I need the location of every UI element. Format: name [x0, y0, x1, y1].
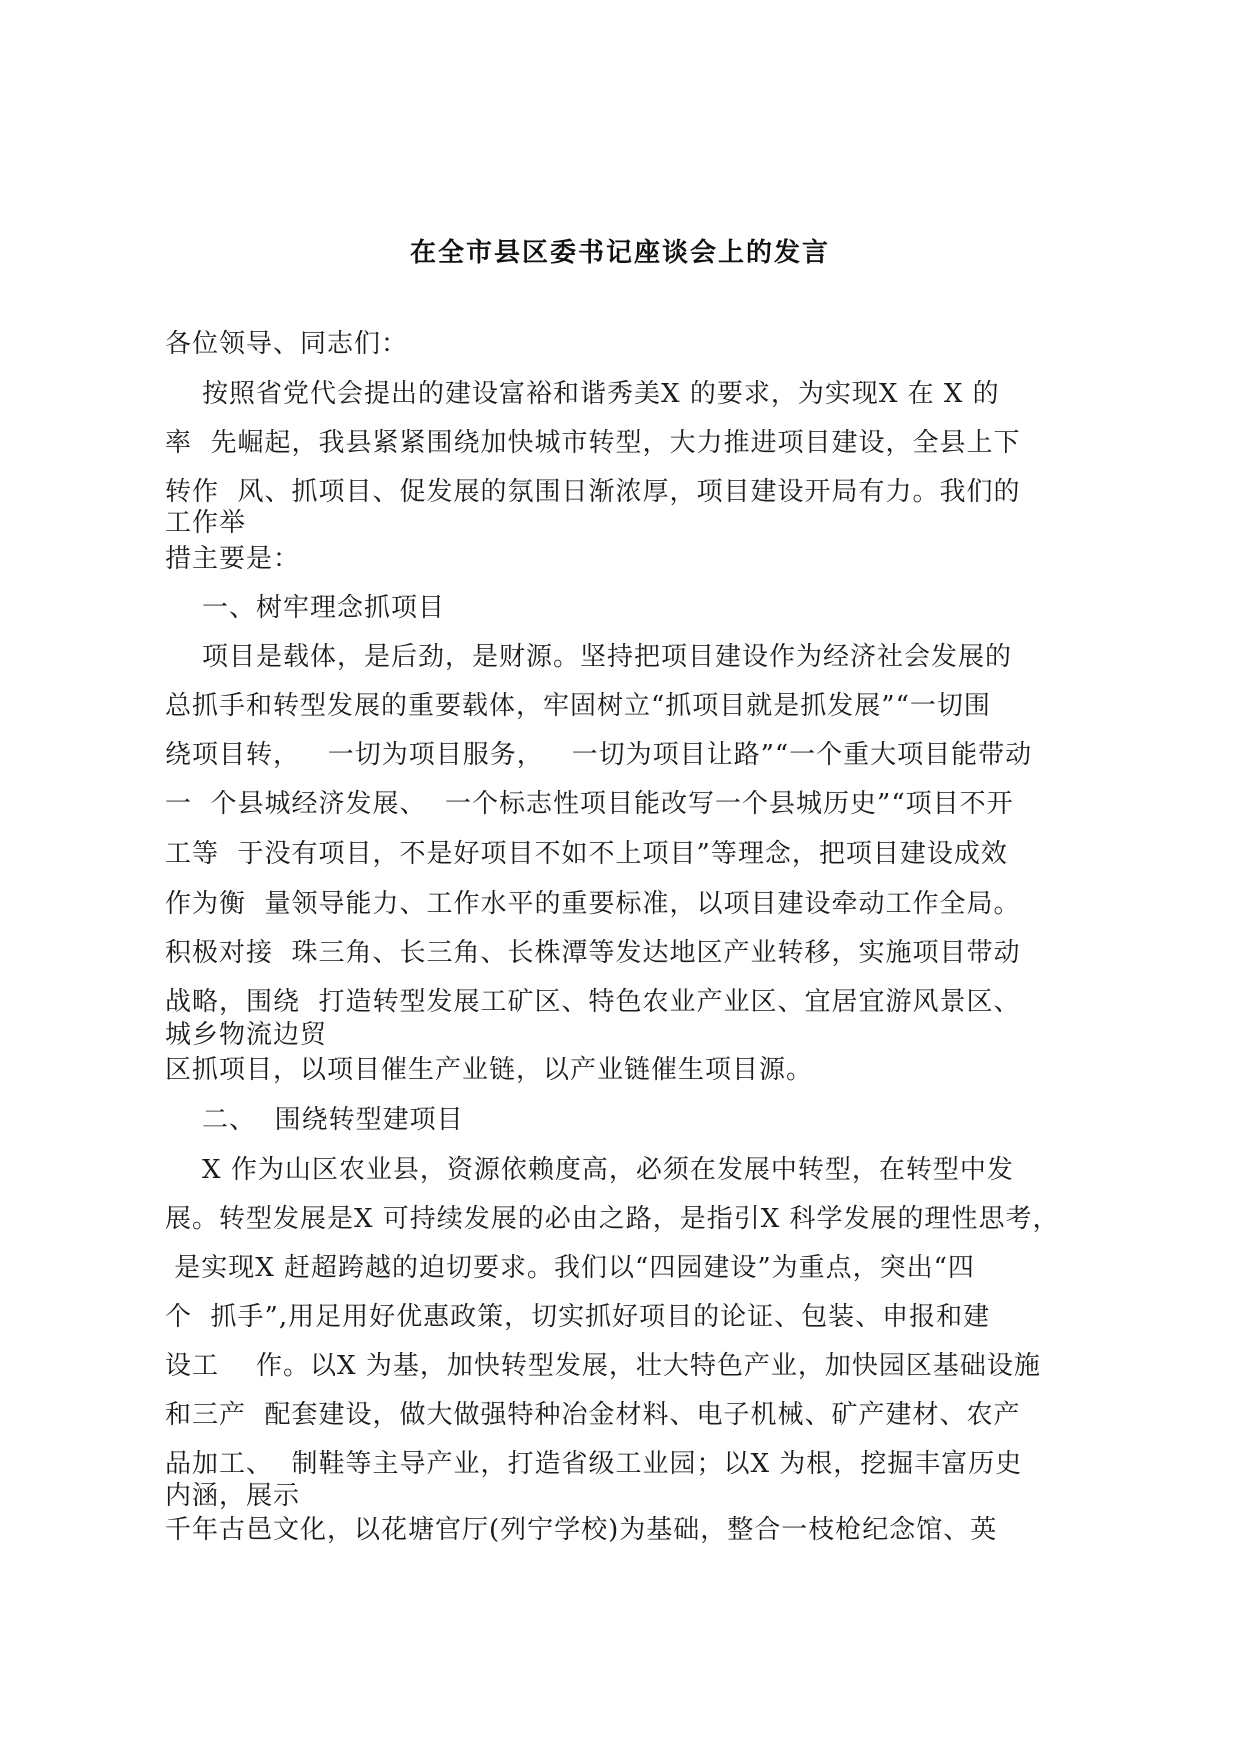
text-line: 战略，围绕 打造转型发展工矿区、特色农业产业区、宜居宜游风景区、: [165, 987, 1021, 1017]
section-heading: 一、树牢理念抓项目: [165, 593, 446, 623]
text-line: 各位领导、同志们：: [165, 329, 409, 359]
text-line: 措主要是：: [165, 544, 301, 574]
text-line: 总抓手和转型发展的重要载体，牢固树立“抓项目就是抓发展”“一切围: [165, 691, 991, 721]
text-line: 展。转型发展是X 可持续发展的必由之路，是指引X 科学发展的理性思考，: [165, 1204, 1060, 1234]
section-heading: 二、 围绕转型建项目: [165, 1105, 464, 1135]
text-line: 城乡物流边贸: [165, 1020, 328, 1050]
text-line: 按照省党代会提出的建设富裕和谐秀美X 的要求，为实现X 在 X 的: [165, 379, 1000, 409]
text-line: 品加工、 制鞋等主导产业，打造省级工业园；以X 为根，挖掘丰富历史: [165, 1449, 1023, 1479]
text-line: 和三产 配套建设，做大做强特种冶金材料、电子机械、矿产建材、农产: [165, 1400, 1021, 1430]
text-line: 率 先崛起，我县紧紧围绕加快城市转型，大力推进项目建设，全县上下: [165, 428, 1021, 458]
text-line: 千年古邑文化，以花塘官厅(列宁学校)为基础，整合一枝枪纪念馆、英: [165, 1515, 998, 1545]
text-line: 转作 风、抓项目、促发展的氛围日渐浓厚，项目建设开局有力。我们的: [165, 477, 1021, 507]
text-line: 个 抓手”,用足用好优惠政策，切实抓好项目的论证、包装、申报和建: [165, 1302, 991, 1332]
document-title: 在全市县区委书记座谈会上的发言: [409, 238, 830, 268]
text-line: X 作为山区农业县，资源依赖度高，必须在发展中转型，在转型中发: [165, 1155, 1014, 1185]
text-line: 项目是载体，是后劲，是财源。坚持把项目建设作为经济社会发展的: [165, 642, 1013, 672]
text-line: 内涵，展示: [165, 1481, 301, 1511]
text-line: 是实现X 赶超跨越的迫切要求。我们以“四园建设”为重点，突出“四: [165, 1253, 975, 1283]
text-line: 设工 作。以X 为基，加快转型发展，壮大特色产业，加快园区基础设施: [165, 1351, 1041, 1381]
text-line: 工等 于没有项目，不是好项目不如不上项目”等理念，把项目建设成效: [165, 839, 1008, 869]
text-line: 区抓项目，以项目催生产业链，以产业链催生项目源。: [165, 1055, 814, 1085]
text-line: 绕项目转， 一切为项目服务， 一切为项目让路”“一个重大项目能带动: [165, 740, 1033, 770]
text-line: 一 个县城经济发展、 一个标志性项目能改写一个县城历史”“项目不开: [165, 789, 1014, 819]
text-line: 积极对接 珠三角、长三角、长株潭等发达地区产业转移，实施项目带动: [165, 938, 1021, 968]
text-line: 作为衡 量领导能力、工作水平的重要标准，以项目建设牵动工作全局。: [165, 889, 1021, 919]
text-line: 工作举: [165, 508, 247, 538]
